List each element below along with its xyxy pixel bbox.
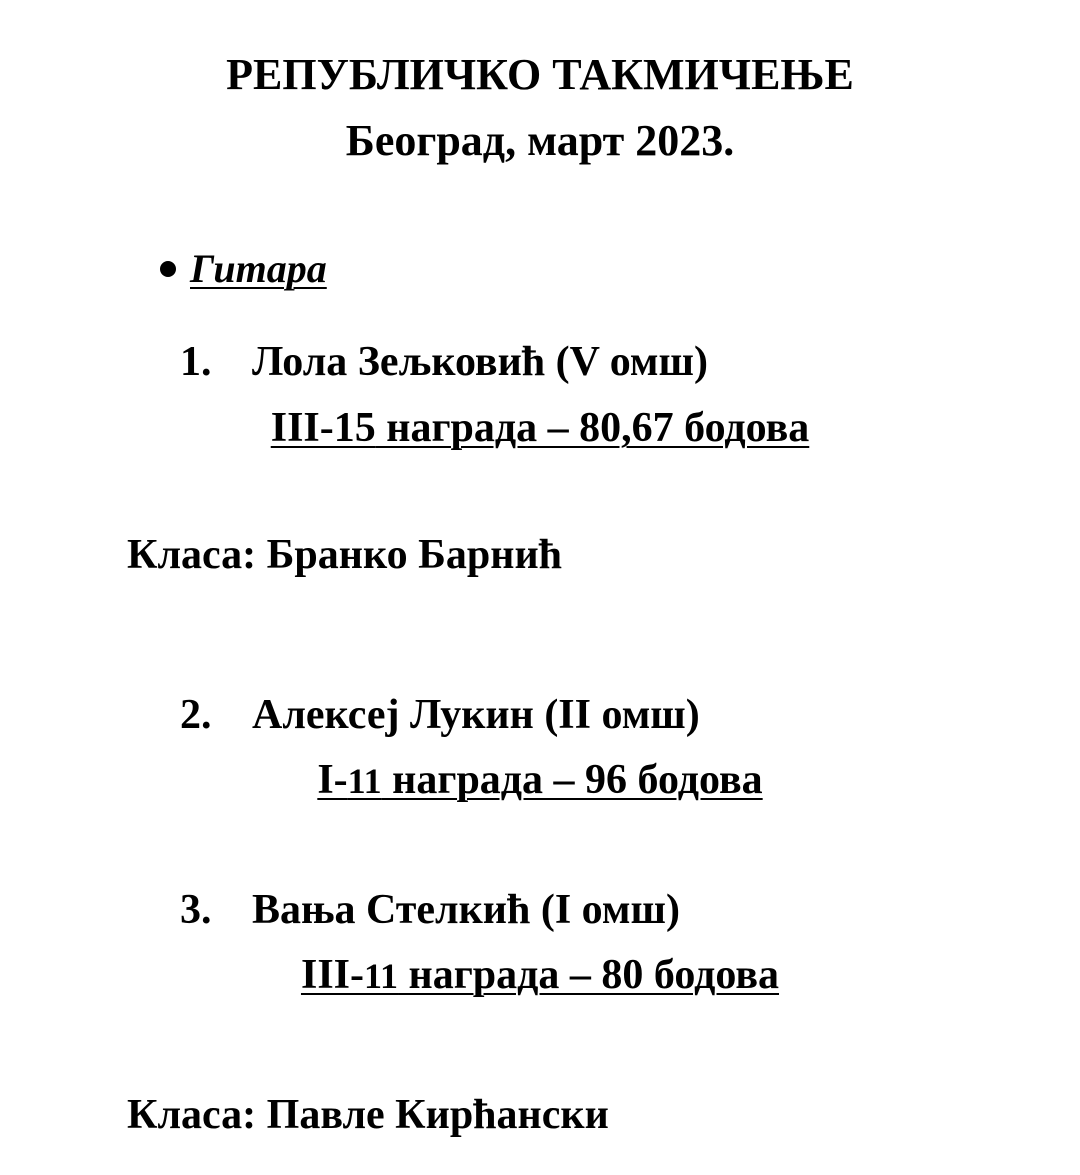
award-text: награда – 80,67 бодова: [375, 405, 810, 451]
student-name: Лола Зељковић (V омш): [252, 339, 708, 385]
award-prefix: III-: [300, 952, 364, 998]
list-item: [180, 337, 708, 387]
mentor-line: Класа: Бранко Барнић: [127, 532, 563, 578]
section-label: Гитара: [190, 246, 327, 291]
award-prefix: III-15: [270, 405, 376, 451]
mentor-line: Класа: Павле Кирћански: [127, 1092, 609, 1138]
list-item-number: 3.: [180, 887, 212, 933]
section-heading: [160, 244, 327, 294]
list-item-number: 2.: [180, 692, 212, 738]
document-subtitle: Београд, март 2023.: [345, 116, 735, 165]
award-line: [0, 403, 1080, 453]
list-item-number: 1.: [180, 339, 212, 385]
award-category: 11: [347, 761, 382, 801]
student-name: Алексеј Лукин (II омш): [252, 692, 700, 738]
bullet-icon: [160, 261, 176, 277]
award-line: [0, 755, 1080, 806]
award-prefix: I-: [317, 757, 348, 803]
student-name: Вања Стелкић (I омш): [252, 887, 680, 933]
award-category: 11: [364, 956, 399, 996]
document-title: РЕПУБЛИЧКО ТАКМИЧЕЊЕ: [226, 50, 854, 99]
award-line: [0, 950, 1080, 1001]
list-item: [180, 885, 680, 935]
award-text: награда – 96 бодова: [381, 757, 763, 803]
award-text: награда – 80 бодова: [398, 952, 780, 998]
list-item: [180, 690, 700, 740]
